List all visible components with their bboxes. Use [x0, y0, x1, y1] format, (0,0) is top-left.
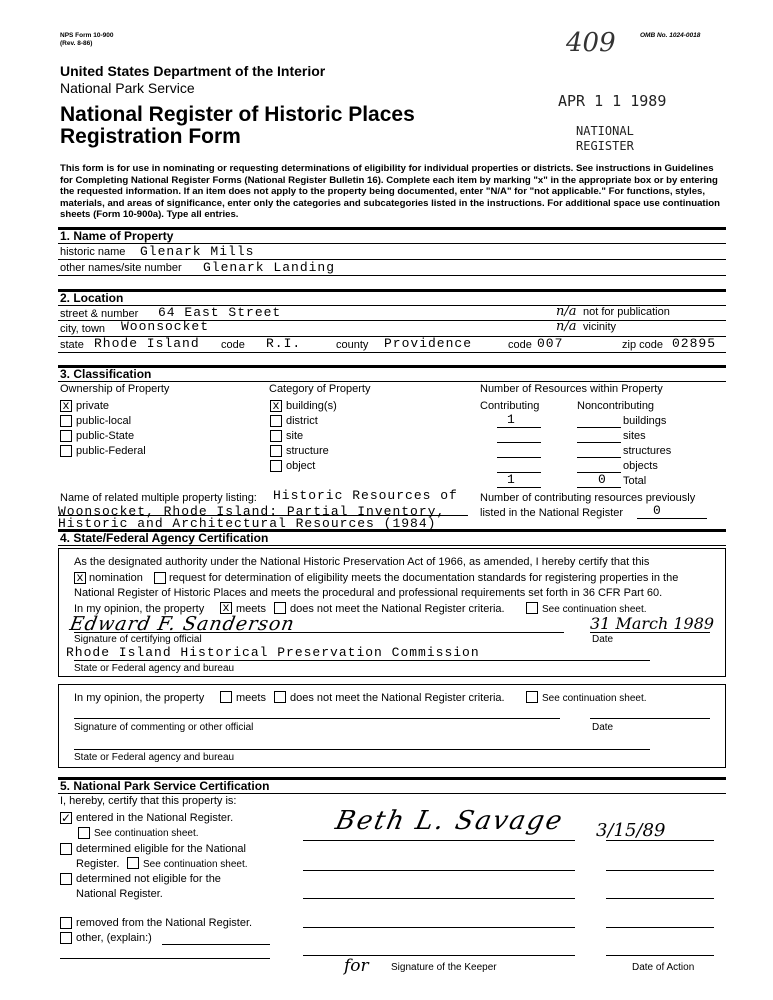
county-code-label: code [508, 339, 532, 351]
noncontributing-heading: Noncontributing [577, 400, 655, 412]
see-continuation2-label: See continuation sheet. [542, 693, 647, 704]
form-revision: (Rev. 8-86) [60, 40, 93, 47]
see-continuation2-checkbox[interactable] [526, 691, 538, 703]
category-checkbox-site[interactable] [270, 430, 282, 442]
see-cont-entered-checkbox[interactable] [78, 827, 90, 839]
related-listing-line2[interactable]: Woonsocket, Rhode Island: Partial Inventory, [58, 504, 446, 519]
related-listing-line1[interactable]: Historic Resources of [273, 488, 458, 503]
determined-eligible-checkbox[interactable] [60, 843, 72, 855]
zip-label: zip code [622, 339, 663, 351]
commenting-agency-label: State or Federal agency and bureau [74, 752, 235, 763]
category-label-object: object [286, 460, 316, 472]
category-label-district: district [286, 415, 318, 427]
certifying-agency-value[interactable]: Rhode Island Historical Preservation Commission [66, 645, 480, 660]
entered-label: entered in the National Register. [76, 812, 234, 824]
related-listing-line3[interactable]: Historic and Architectural Resources (1984) [58, 516, 437, 531]
stamp-register: REGISTER [576, 139, 634, 153]
category-heading: Category of Property [269, 383, 371, 395]
form-instructions: This form is for use in nominating or requesting determinations of eligibility for individual properties or districts. See instructions in Guidelines for Completing National Register Forms (National Register Bulletin 16). Complete each item by marking "x" in the appropriate box or by entering the requested information. If an item does not apply to the property being documented, enter "N/A" for "not applicable." For functions, styles, materials, and areas of significance, enter only the categories and subcategories listed in the instructions. For additional space use continuation sheets (Form 10-900a). Type all entries. [60, 163, 720, 221]
previously-listed-label1: Number of contributing resources previously [480, 492, 696, 504]
resources-heading: Number of Resources within Property [480, 383, 663, 395]
form-title-line2: Registration Form [60, 125, 241, 148]
date-of-action-label: Date of Action [632, 962, 695, 973]
ownership-checkbox-private[interactable]: x [60, 400, 72, 412]
keeper-signature-label: Signature of the Keeper [391, 962, 497, 973]
city-value[interactable]: Woonsocket [121, 319, 210, 334]
na-publication: n/a [556, 304, 577, 319]
department: United States Department of the Interior [60, 63, 326, 79]
meets2-checkbox[interactable] [220, 691, 232, 703]
category-label-site: site [286, 430, 304, 442]
meets-checkbox[interactable]: x [220, 602, 232, 614]
category-label-buildings: building(s) [286, 400, 337, 412]
commenting-signature-label: Signature of commenting or other official [74, 722, 254, 733]
vicinity-label: vicinity [583, 321, 617, 333]
category-checkbox-structure[interactable] [270, 445, 282, 457]
previously-listed-value[interactable]: 0 [653, 503, 662, 518]
nomination-label: nomination [89, 572, 143, 584]
meets2-label: meets [236, 692, 266, 704]
section4-heading: 4. State/Federal Agency Certification [60, 531, 269, 545]
does-not-meet2-label: does not meet the National Register criteria. [290, 692, 505, 704]
ownership-label-public-local: public-local [76, 415, 132, 427]
certifying-agency-label: State or Federal agency and bureau [74, 663, 235, 674]
resources-label-objects: objects [623, 460, 658, 472]
other-label: other, (explain:) [76, 932, 152, 944]
cert-text-line1: As the designated authority under the National Historic Preservation Act of 1966, as amended, I hereby certify that this [74, 556, 650, 568]
section1-heading: 1. Name of Property [60, 229, 174, 243]
determined-not-eligible-checkbox[interactable] [60, 873, 72, 885]
stamp-national: NATIONAL [576, 124, 634, 138]
noncontributing-total[interactable]: 0 [598, 472, 607, 487]
other-names-label: other names/site number [60, 262, 182, 274]
keeper-date: 3/15/89 [596, 820, 666, 841]
received-stamp: APR 1 1 1989 [558, 92, 667, 110]
cert-text-line3: National Register of Historic Places and meets the procedural and professional requirements set forth in 36 CFR Part 60. [74, 587, 663, 599]
omb-number: OMB No. 1024-0018 [640, 32, 701, 39]
certifying-date: 31 March 1989 [590, 614, 715, 633]
form-title-line1: National Register of Historic Places [60, 103, 415, 126]
contributing-buildings[interactable]: 1 [507, 412, 516, 427]
stamp-number: 409 [566, 28, 616, 58]
certifying-signature: Edward F. Sanderson [68, 613, 297, 635]
ownership-label-private: private [76, 400, 110, 412]
state-code-label: code [221, 339, 245, 351]
ownership-checkbox-public-state[interactable] [60, 430, 72, 442]
ownership-heading: Ownership of Property [60, 383, 170, 395]
state-code-value[interactable]: R.I. [266, 336, 302, 351]
other-checkbox[interactable] [60, 932, 72, 944]
category-label-structure: structure [286, 445, 329, 457]
category-checkbox-object[interactable] [270, 460, 282, 472]
nomination-checkbox[interactable]: x [74, 572, 86, 584]
meets-label: meets [236, 603, 266, 615]
nps-cert-intro: I, hereby, certify that this property is: [60, 795, 237, 807]
contributing-heading: Contributing [480, 400, 540, 412]
opinion-label: In my opinion, the property [74, 603, 205, 615]
entered-checkbox[interactable]: ✓ [61, 811, 72, 825]
removed-label: removed from the National Register. [76, 917, 253, 929]
category-checkbox-buildings[interactable]: x [270, 400, 282, 412]
state-label: state [60, 339, 84, 351]
for-initial: for [344, 956, 369, 976]
county-label: county [336, 339, 369, 351]
section5-heading: 5. National Park Service Certification [60, 779, 270, 793]
city-label: city, town [60, 323, 106, 335]
section3-heading: 3. Classification [60, 367, 152, 381]
contributing-total[interactable]: 1 [507, 472, 516, 487]
form-number: NPS Form 10-900 [60, 32, 114, 39]
determined-eligible-label2: Register. [76, 858, 120, 870]
ownership-label-public-state: public-State [76, 430, 135, 442]
other-names-value[interactable]: Glenark Landing [203, 260, 336, 275]
see-continuation-checkbox[interactable] [526, 602, 538, 614]
keeper-signature: Beth L. Savage [332, 806, 567, 836]
see-continuation-label: See continuation sheet. [542, 604, 647, 615]
does-not-meet-label: does not meet the National Register criteria. [290, 603, 505, 615]
determined-not-eligible-label1: determined not eligible for the [76, 873, 221, 885]
street-label: street & number [60, 308, 139, 320]
request-checkbox[interactable] [154, 572, 166, 584]
certifying-date-label: Date [592, 634, 614, 645]
does-not-meet2-checkbox[interactable] [274, 691, 286, 703]
not-for-publication-label: not for publication [583, 306, 670, 318]
see-cont-eligible-label: See continuation sheet. [143, 859, 248, 870]
historic-name-label: historic name [60, 246, 126, 258]
previously-listed-label2: listed in the National Register [480, 507, 624, 519]
service: National Park Service [60, 80, 195, 96]
county-code-value[interactable]: 007 [537, 336, 564, 351]
category-checkbox-district[interactable] [270, 415, 282, 427]
removed-checkbox[interactable] [60, 917, 72, 929]
commenting-date-label: Date [592, 722, 614, 733]
certifying-signature-label: Signature of certifying official [74, 634, 202, 645]
state-value[interactable]: Rhode Island [94, 336, 200, 351]
ownership-checkbox-public-federal[interactable] [60, 445, 72, 457]
ownership-label-public-federal: public-Federal [76, 445, 146, 457]
cert-text-line2: request for determination of eligibility meets the documentation standards for registering properties in the [169, 572, 679, 584]
related-listing-label: Name of related multiple property listing: [60, 492, 257, 504]
resources-label-total: Total [623, 475, 647, 487]
na-vicinity: n/a [556, 319, 577, 334]
determined-not-eligible-label2: National Register. [76, 888, 163, 900]
historic-name-value[interactable]: Glenark Mills [140, 244, 255, 259]
opinion2-label: In my opinion, the property [74, 692, 205, 704]
see-cont-eligible-checkbox[interactable] [127, 857, 139, 869]
street-value[interactable]: 64 East Street [158, 305, 282, 320]
resources-label-buildings: buildings [623, 415, 667, 427]
resources-label-sites: sites [623, 430, 646, 442]
ownership-checkbox-public-local[interactable] [60, 415, 72, 427]
zip-value[interactable]: 02895 [672, 336, 717, 351]
section2-heading: 2. Location [60, 291, 124, 305]
resources-label-structures: structures [623, 445, 672, 457]
see-cont-entered-label: See continuation sheet. [94, 828, 199, 839]
determined-eligible-label1: determined eligible for the National [76, 843, 246, 855]
county-value[interactable]: Providence [384, 336, 473, 351]
